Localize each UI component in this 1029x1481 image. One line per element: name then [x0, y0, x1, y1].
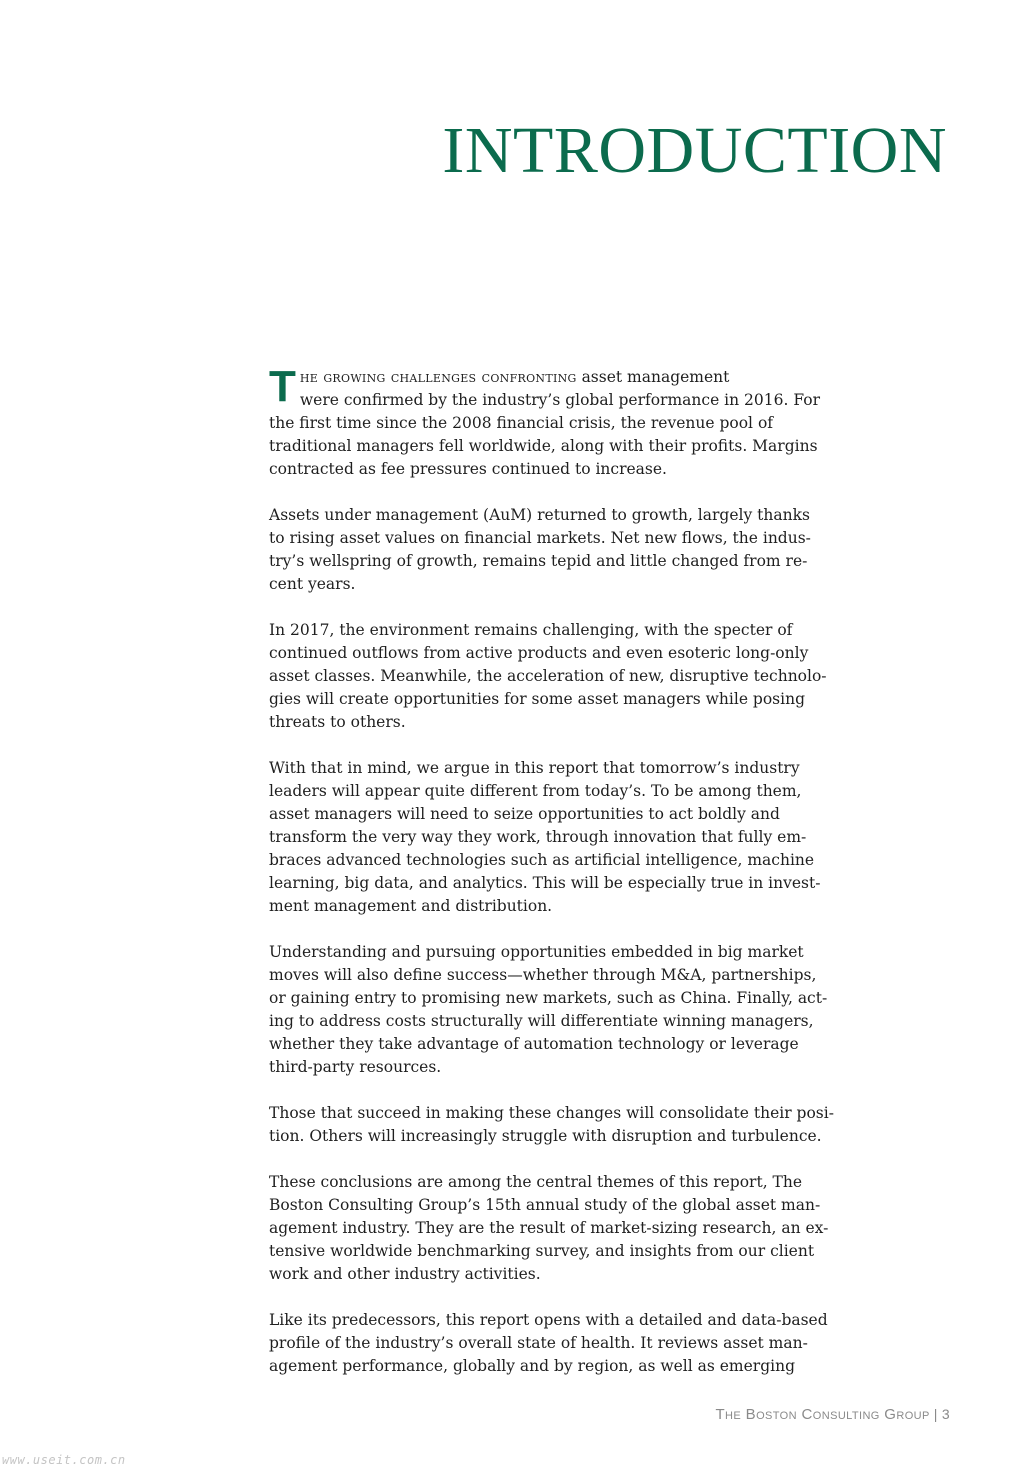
paragraph-2: [269, 504, 829, 596]
paragraph-line: try’s wellspring of growth, remains tepid and little changed from re-: [269, 552, 808, 570]
paragraph-line: leaders will appear quite different from today’s. To be among them,: [269, 782, 802, 800]
paragraph-line: continued outflows from active products and even esoteric long-only: [269, 644, 809, 662]
paragraph-line: Like its predecessors, this report opens with a detailed and data-based: [269, 1311, 828, 1329]
paragraph-8: [269, 1309, 829, 1378]
paragraph-7: [269, 1171, 829, 1286]
paragraph-line: tensive worldwide benchmarking survey, and insights from our client: [269, 1242, 815, 1260]
paragraph-line: ing to address costs structurally will differentiate winning managers,: [269, 1012, 814, 1030]
paragraph-line: or gaining entry to promising new markets, such as China. Finally, act-: [269, 989, 828, 1007]
paragraph-line: With that in mind, we argue in this report that tomorrow’s industry: [269, 759, 800, 777]
paragraph-line: threats to others.: [269, 713, 406, 731]
paragraph-line: asset classes. Meanwhile, the acceleration of new, disruptive technolo-: [269, 667, 827, 685]
paragraph-line: Understanding and pursuing opportunities embedded in big market: [269, 943, 804, 961]
watermark: www.useit.com.cn: [2, 1453, 126, 1467]
paragraph-line: Boston Consulting Group’s 15th annual study of the global asset man-: [269, 1196, 821, 1214]
paragraph-line: profile of the industry’s overall state of health. It reviews asset man-: [269, 1334, 808, 1352]
paragraph-line: braces advanced technologies such as artificial intelligence, machine: [269, 851, 815, 869]
paragraph-line: contracted as fee pressures continued to increase.: [269, 460, 667, 478]
paragraph-6: [269, 1102, 834, 1148]
paragraph-1: [269, 362, 829, 481]
paragraph-line: the first time since the 2008 financial crisis, the revenue pool of: [269, 414, 774, 432]
paragraph-line: transform the very way they work, through innovation that fully em-: [269, 828, 807, 846]
paragraph-line: work and other industry activities.: [269, 1265, 541, 1283]
paragraph-line: whether they take advantage of automation technology or leverage: [269, 1035, 799, 1053]
paragraph-line: to rising asset values on financial markets. Net new flows, the indus-: [269, 529, 811, 547]
paragraph-line: asset managers will need to seize opportunities to act boldly and: [269, 805, 780, 823]
paragraph-line: third-party resources.: [269, 1058, 442, 1076]
paragraph-line: gies will create opportunities for some asset managers while posing: [269, 690, 805, 708]
paragraph-line: were confirmed by the industry’s global performance in 2016. For: [299, 391, 820, 409]
paragraph-line: traditional managers fell worldwide, along with their profits. Margins: [269, 437, 818, 455]
lead-in-smallcaps: he growing challenges confronting: [299, 368, 577, 386]
paragraph-line: learning, big data, and analytics. This will be especially true in invest-: [269, 874, 821, 892]
drop-cap: T: [269, 362, 296, 411]
page-number: 3: [941, 1406, 950, 1422]
paragraph-5: [269, 941, 829, 1079]
paragraph-line: Those that succeed in making these changes will consolidate their posi-: [269, 1104, 834, 1122]
paragraph-line: These conclusions are among the central themes of this report, The: [269, 1173, 803, 1191]
footer-separator: |: [933, 1406, 938, 1422]
paragraph-line: ment management and distribution.: [269, 897, 553, 915]
footer-organization: The Boston Consulting Group: [715, 1406, 930, 1423]
body-text: [269, 362, 834, 1401]
paragraph-line: In 2017, the environment remains challenging, with the specter of: [269, 621, 793, 639]
paragraph-3: [269, 619, 829, 734]
paragraph-line: cent years.: [269, 575, 356, 593]
paragraph-line: Assets under management (AuM) returned to growth, largely thanks: [269, 506, 810, 524]
paragraph-line: tion. Others will increasingly struggle with disruption and turbulence.: [269, 1127, 822, 1145]
paragraph-4: [269, 757, 829, 918]
paragraph-line: moves will also define success—whether through M&A, partnerships,: [269, 966, 817, 984]
paragraph-line: agement industry. They are the result of market-sizing research, an ex-: [269, 1219, 829, 1237]
paragraph-line: agement performance, globally and by region, as well as emerging: [269, 1357, 796, 1375]
page-footer: [715, 1406, 950, 1423]
page-title: INTRODUCTION: [442, 114, 947, 187]
paragraph-line: asset management: [576, 368, 730, 386]
